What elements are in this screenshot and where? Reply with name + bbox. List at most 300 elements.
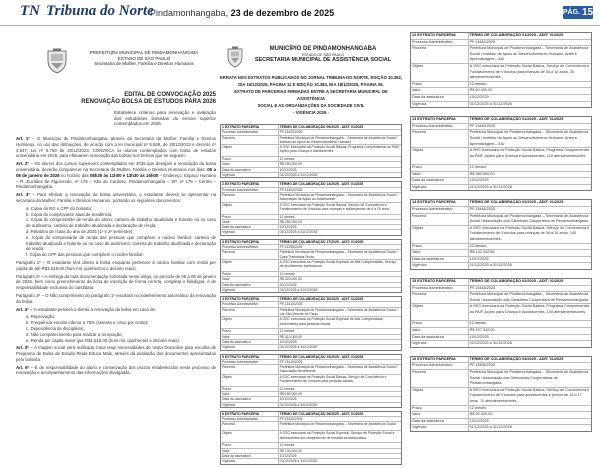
extract-field-value: Prefeitura Municipal de Pindamonhangaba – Secretaria de Assistência Social / Associação Beneficente xyxy=(279,365,398,374)
extract-label: EXTRATO PARCERIA xyxy=(417,117,456,122)
errata-state: ESTADO DE SÃO PAULO xyxy=(301,53,344,57)
extract-field-label: Valor xyxy=(411,172,469,178)
extract-number-value: 6 xyxy=(222,411,224,416)
doc-list-item: a. Cópia do RG e CPF do bolsista; xyxy=(26,205,92,211)
extract-field-value: R$ 250.000,00 xyxy=(279,219,302,224)
extract-field-value: A OSC executará na Proteção Social Básica, Programa Complementar ao PAIF, Ações para Criança e Adolescentes, 120 atendimentos/mês. xyxy=(469,148,590,158)
extract-row xyxy=(221,431,401,443)
extract-field-value: A OSC executará na Proteção Social Especial de Alta Complexidade, Serviço de Acolhimento Institucional xyxy=(279,259,397,269)
extract-field-label: Prazo xyxy=(411,244,469,250)
extract-row xyxy=(411,88,591,95)
extract-field-value: Prefeitura Municipal de Pindamonhangaba – Secretaria de Assistência Social / Associação dos Catadores Cooperativa de Pindamonhangaba xyxy=(469,213,589,224)
article-4: Art. 4º – O estudante perderá o direito à renovação da bolsa em caso de: xyxy=(16,306,157,312)
column-edital xyxy=(16,40,216,445)
extract-field-value: Prefeitura Municipal de Pindamonhangaba – Secretaria de Assistência Social / Instituto de Apoio ao Desenvolvimento Humano xyxy=(279,135,398,144)
extract-field-label: Valor xyxy=(221,335,279,339)
extract-field-value: 10/12/2025 xyxy=(469,418,489,423)
extract-field-value: PF.13402/2025 xyxy=(279,187,303,192)
loss-list-item: c. Dependência de disciplinas; xyxy=(26,325,85,331)
extract-field-label: Data da assinatura xyxy=(221,340,279,344)
extract-row xyxy=(411,406,591,413)
extract-field-label: Data da assinatura xyxy=(221,225,279,229)
extract-field-label: Objeto xyxy=(411,148,469,164)
extract-row xyxy=(221,173,401,177)
extract-row xyxy=(221,345,401,349)
extract-row xyxy=(221,422,401,431)
extract-field-value: PF.13410/2025 xyxy=(279,302,303,307)
extract-number-value: 4 xyxy=(222,297,224,302)
dateline xyxy=(150,8,334,18)
loss-list-item: a. Reprovação; xyxy=(26,314,56,320)
extract-field-value: 01/12/2025 a 31/12/2026 xyxy=(279,230,318,235)
edital-title-block xyxy=(16,92,216,106)
extract-table xyxy=(220,181,402,235)
extract-field-label: Vigência xyxy=(411,263,469,269)
extract-field-value: PF.13420/2025 xyxy=(279,417,303,422)
extract-row xyxy=(411,370,591,388)
extract-field-label: Data da assinatura xyxy=(221,283,279,287)
extract-row xyxy=(411,412,591,419)
extract-term: TERMO DE COLABORAÇÃO 02/2025 - ADIT. 01/2025 xyxy=(469,200,564,205)
extract-field-label: Valor xyxy=(411,328,469,334)
extract-field-label: Objeto xyxy=(221,317,279,328)
extract-row xyxy=(221,260,401,272)
extract-label: EXTRATO PARCERIA xyxy=(417,279,456,283)
extract-table xyxy=(220,411,402,465)
extract-field-label: Data da assinatura xyxy=(221,454,279,458)
extract-row xyxy=(411,124,591,131)
extract-field-label: Prazo xyxy=(411,321,469,327)
extract-field-value: Prefeitura Municipal de Pindamonhangaba – Secretaria de Assistência Social / Instituto de Apoio ao Desenvolvimento Humano, Artes e Aprendizagem – AIU xyxy=(469,130,589,146)
extract-field-label: Vigência xyxy=(221,288,279,292)
extract-field-label: Data da assinatura xyxy=(411,335,469,341)
extract-field-value: A OSC executará na Proteção Social Básica, Serviço de Convivência e Fortalecimento de Vínculos para crianças de 06 a 15 anos, 30 atendimentos/mês. xyxy=(469,63,590,80)
extract-field-value: 01/12/2025 a 31/12/2026 xyxy=(279,287,318,292)
extract-table-header xyxy=(411,117,591,124)
extract-field-label: Prazo xyxy=(221,443,279,447)
extract-field-value: 12 meses xyxy=(279,443,295,448)
extract-field-value: 12 meses xyxy=(279,214,295,219)
extract-field-value: 12 meses xyxy=(469,405,487,410)
extract-field-value: A OSC executará na Proteção Social Básica, Programa Complementar ao PAIF, Ações para Criança e Adolescentes, 100 atendimentos/mês. xyxy=(469,304,590,314)
extract-row xyxy=(411,185,591,191)
extract-field-label: Vigência xyxy=(411,425,469,431)
page-number-badge xyxy=(563,6,593,19)
extract-field-label: Prazo xyxy=(411,406,469,412)
loss-list-item: b. Frequência escolar inferior a 75% (setenta e cinco por cento); xyxy=(26,320,149,326)
extract-number xyxy=(221,182,279,186)
extract-field-value: PF.13423/2025 xyxy=(279,130,303,135)
extract-row xyxy=(411,292,591,304)
extract-row xyxy=(411,304,591,321)
extract-row xyxy=(411,102,591,108)
extract-field-label: Valor xyxy=(221,162,279,166)
edital-subtitle: RENOVAÇÃO BOLSA DE ESTUDOS PARA 2026 xyxy=(81,99,216,105)
extract-field-label: Processo Administrativo xyxy=(221,360,279,364)
extract-field-label: Valor xyxy=(221,392,279,396)
extract-label: EXTRATO PARCERIA xyxy=(224,411,260,416)
errata-municipality: MUNICÍPIO DE PINDAMONHANGABA xyxy=(269,46,377,52)
extract-field-label: Data da assinatura xyxy=(411,95,469,101)
extract-row xyxy=(221,403,401,407)
masthead xyxy=(0,0,600,26)
extract-field-value: 10/12/2025 xyxy=(279,225,297,230)
doc-list-item: f. Cópia do CPF das pessoas que compõem o núcleo familiar. xyxy=(26,252,144,258)
extract-field-label: Processo Administrativo xyxy=(411,363,469,369)
doc-list-item: c. Cópia do comprovante de renda do aluno; carteira de trabalho atualizada e holerite ou no caso de autônomo, carteira de trabalho atualizada e declaração de renda; xyxy=(26,217,216,229)
extract-field-value: R$ 92.000,00 xyxy=(469,412,493,417)
extract-field-value: A OSC executará na Proteção Social Básica, Programa Complementar ao PAIF, Ações para Criança e Adolescentes xyxy=(279,145,400,154)
extract-field-value: 10/12/2025 xyxy=(469,178,489,183)
extract-field-value: Prefeitura Municipal de Pindamonhangaba – Secretaria de Assistência Social / Lar São Vicente de Paulo xyxy=(279,307,398,317)
extract-field-value: Prefeitura Municipal de Pindamonhangaba – Secretaria de Assistência Social / Associação das Selecionas Cooperativas de Pindamonhangaba xyxy=(469,369,589,386)
extract-row xyxy=(221,230,401,234)
extract-field-label: Processo Administrativo xyxy=(221,302,279,306)
extract-field-value: R$ 60.000,00 xyxy=(469,88,493,93)
extract-field-value: A OSC executará na Proteção Social Básica, Serviço de Convivência e Fortalecimento de Vínculos para adolescentes e jovens de 15 a 17 anos, 70 atendimentos/mês. xyxy=(469,387,590,403)
extract-field-label: Objeto xyxy=(221,145,279,156)
edital-header-line: Secretaria de Mulher, Família e Direitos Humanos xyxy=(94,61,194,67)
extract-term: TERMO DE COLABORAÇÃO 03/2025 - ADIT. 01/2025 xyxy=(469,356,564,361)
extract-row xyxy=(221,459,401,463)
municipal-coat-of-arms-icon xyxy=(45,48,69,74)
extract-row xyxy=(221,203,401,215)
extract-field-value: R$ 320.000,00 xyxy=(279,277,302,282)
extract-row xyxy=(411,363,591,370)
extract-field-label: Processo Administrativo xyxy=(221,417,279,421)
extract-field-label: Parceria xyxy=(411,292,469,303)
extract-field-value: 12 meses xyxy=(279,271,295,276)
extract-row xyxy=(411,226,591,244)
extract-term: TERMO DE COLABORAÇÃO 02/2025 - ADIT. 01/2025 xyxy=(469,279,564,283)
extract-row xyxy=(411,46,591,64)
extract-number xyxy=(411,279,469,285)
extract-table-header xyxy=(411,200,591,207)
extract-field-label: Data da assinatura xyxy=(221,397,279,401)
extract-row xyxy=(411,165,591,172)
extract-field-label: Valor xyxy=(411,88,469,94)
extract-field-value: 01/12/2025 a 31/12/2026 xyxy=(279,402,318,407)
extract-term: TERMO DE COLABORAÇÃO 20/2025 - ADIT. 01/2025 xyxy=(279,297,364,302)
extract-field-label: Data da assinatura xyxy=(221,168,279,172)
edital-intro: Estabelece critérios para renovação e avaliação dos estudantes bolsistas do ensino superior contemplados em 2025. xyxy=(114,110,216,127)
extract-row xyxy=(411,244,591,251)
extract-row xyxy=(221,317,401,329)
extract-field-label: Vigência xyxy=(411,185,469,191)
extract-field-label: Prazo xyxy=(221,387,279,391)
extract-field-value: 01/12/2025 a 31/12/2026 xyxy=(469,341,512,346)
extract-number xyxy=(411,357,469,363)
extract-number-value: 5 xyxy=(222,354,224,359)
article-3: Art. 3º – Para efetivar a renovação da bolsa universitária, o estudante deverá se apresentar na secretaria da Mulher, Família e Direitos Humanos, portando os seguintes documentos: xyxy=(16,192,216,203)
extract-field-label: Valor xyxy=(221,449,279,453)
extract-row xyxy=(221,308,401,318)
extract-field-value: 12 meses xyxy=(469,243,487,248)
column-extracts xyxy=(410,32,592,445)
extract-field-value: 10/12/2025 xyxy=(279,167,297,172)
extract-field-label: Objeto xyxy=(221,375,279,386)
extract-row xyxy=(411,95,591,102)
extract-field-value: A OSC executará na Proteção Social Básica, Serviço de Convivência e Fortalecimento de Vínculos para crianças de 06 a 15 anos, 100 atendimentos/mês. xyxy=(469,225,590,242)
extract-row xyxy=(411,250,591,257)
extract-field-label: Processo Administrativo xyxy=(411,286,469,292)
article-6: Art. 6º – É de responsabilidade do aluno e conservação dos prazos estabelecidos neste processo de renovação e acompanhamento das informações divulgadas. xyxy=(16,364,216,376)
extract-field-value: R$ 180.000,00 xyxy=(279,162,302,167)
extract-field-value: 10/12/2025 xyxy=(469,256,489,261)
extract-number-value: 2 xyxy=(222,182,224,187)
extract-field-value: 10/12/2025 xyxy=(469,94,489,99)
extract-field-label: Prazo xyxy=(221,329,279,333)
edital-header-line: ESTADO DE SÃO PAULO xyxy=(117,55,171,61)
extract-field-label: Parceria xyxy=(411,214,469,225)
article-2: Art. 2º – Os alunos dos cursos superiores contemplados em 2025 que desejam a renovação da bolsa universitária, deverão comparecer na Secretaria da Mulher, Família e Direitos Humanos nos dias: 05 a 08 de janeiro de 2026 no horário das 08h30 às 11h00 e 13h30 às 16h00 – Endereço: Espaço Humano – R. Euclides de Figueiredo, nº 175 – Alto do Cardoso, Pindamonhangaba – SP, nº 178 – Centro – Pindamonhangaba. xyxy=(16,161,216,190)
extract-table-header xyxy=(411,357,591,364)
extract-table xyxy=(410,199,592,270)
paragraph-3: Parágrafo 3º – O Não cumprimento do parágrafo 1º resultará no indeferimento automático da renovação da bolsa. xyxy=(16,292,216,304)
extract-field-value: 10/12/2025 xyxy=(279,454,297,459)
edital-body xyxy=(16,136,216,378)
extract-field-value: 01/12/2025 a 31/12/2026 xyxy=(279,173,318,178)
extract-field-value: 01/12/2025 a 31/12/2026 xyxy=(279,459,318,464)
extract-field-value: R$ 142.342,96 xyxy=(469,250,495,255)
extract-field-value: A OSC executará na Proteção Social Básica, Serviço de Convivência e Fortalecimento de Vínculos para crianças e adolescentes de 6 a 15 anos xyxy=(279,202,390,211)
extract-table xyxy=(410,278,592,348)
extract-row xyxy=(411,172,591,179)
extract-number-value: 12 xyxy=(412,33,417,37)
doc-list-item: d. Relatório de notas do ano de 2025 (1º e 2º semestre); xyxy=(26,228,134,234)
extract-field-label: Objeto xyxy=(221,431,279,442)
extract-row xyxy=(411,207,591,214)
extract-term: TERMO DE COLABORAÇÃO 23/2025 - ADIT. 01/2025 xyxy=(279,354,364,359)
extract-term: TERMO DE COLABORAÇÃO 01/2025 - ADIT. 01/2025 xyxy=(469,117,564,122)
extract-row xyxy=(411,40,591,47)
extract-row xyxy=(411,328,591,335)
extract-table xyxy=(410,356,592,432)
extract-field-value: R$ 410.000,00 xyxy=(279,334,302,339)
errata-intro: ERRATA NOS EXTRATOS PUBLICADOS NO JORNAL TRIBUNA DO NORTE, EDIÇÃO 10.382, DIA 16/12/2025, PÁGINA 11 E EDIÇÃO 10.384, DIA 18/12/2025, PÁGINA 06. EXTRATO DE PARCERIAS FIRMADAS ENTRE A SECRETARIA MUNICIPAL DE ASSISTÊNCIA SOCIAL E AS ORGANIZAÇÕES DA SOCIEDADE CIVIL - VIGÊNCIA 2026 - xyxy=(220,75,402,115)
extract-field-value: R$ 130.000,00 xyxy=(279,448,302,453)
article-1: Art. 1º – O Município de Pindamonhangaba, através da Secretaria da Mulher, Família e Direitos Humanos, no uso das atribuições, de acordo com a lei municipal nº 5.569, de 28/12/2013 e decreto nº 4.947, Lei nº 6.760 de 20/12/2023, CONVOCA os alunos contemplados com bolsa de estudos universitária em 2025, para efetuarem renovação das bolsas nos termos que se seguem: xyxy=(16,136,216,159)
extract-row xyxy=(411,425,591,431)
extract-table-header xyxy=(411,33,591,40)
extract-field-label: Objeto xyxy=(411,64,469,81)
extract-field-label: Vigência xyxy=(221,230,279,234)
extract-field-value: 12 meses xyxy=(279,157,295,162)
extract-field-label: Processo Administrativo xyxy=(221,245,279,249)
extract-field-label: Data da assinatura xyxy=(411,178,469,184)
extract-field-value: 10/12/2025 xyxy=(279,282,297,287)
page-label: PÁG. xyxy=(562,9,580,16)
extract-field-label: Prazo xyxy=(411,165,469,171)
extract-field-value: 01/12/2025 a 31/12/2026 xyxy=(469,425,512,430)
paragraph-2: Parágrafo 2º – A entrega da toda documentação solicitada neste artigo, no período de 05 a 08 de janeiro de 2026, bem como preenchimento da ficha de inscrição de forma correta, completa e fidedigna, é de responsabilidade exclusiva do candidato. xyxy=(16,273,216,291)
newspaper-name: Tribuna do Norte xyxy=(46,3,154,19)
extract-field-label: Parceria xyxy=(411,370,469,387)
extract-field-value: 12 meses xyxy=(469,81,487,86)
extract-field-label: Prazo xyxy=(221,215,279,219)
extract-field-value: A OSC executará na Proteção Social Básica, Serviço de Convivência e Fortalecimento de Vínculos para pessoas idosas xyxy=(279,374,387,383)
extract-number xyxy=(221,297,279,301)
extract-number-value: 15 xyxy=(412,279,417,283)
extract-label: EXTRATO PARCERIA xyxy=(224,182,260,187)
extract-field-value: PF.13466/2025 xyxy=(469,363,496,368)
extract-row xyxy=(411,257,591,264)
extract-field-label: Valor xyxy=(221,220,279,224)
extract-number xyxy=(221,240,279,244)
extract-field-label: Valor xyxy=(221,277,279,281)
extract-field-label: Data da assinatura xyxy=(411,419,469,425)
extract-field-value: 10/12/2025 xyxy=(469,334,489,339)
article-5: Art. 5º – A triagem social será realizada Casa Hapi Necessidades de Visita Domiciliar para escolha de Programa de Bolsa de Estudo Pinda Educa Mais, através da avaliação dos documentos apresentados pelo bolsista. xyxy=(16,345,216,362)
extract-field-label: Prazo xyxy=(411,82,469,88)
extract-field-value: PF.13415/2025 xyxy=(279,359,303,364)
extract-field-label: Processo Administrativo xyxy=(411,207,469,213)
extract-field-label: Vigência xyxy=(411,102,469,108)
extract-field-value: Prefeitura Municipal de Pindamonhangaba – Secretaria de Assistência Social / Instituto de Apoio ao Desenvolvimento Humano, Artes e Aprendizagem – AIU xyxy=(469,46,589,62)
extract-row xyxy=(411,82,591,89)
tn-logo-icon: TN xyxy=(20,3,40,19)
extract-field-value: PF.13448/2025 xyxy=(469,285,496,290)
paragraph-1: Parágrafo 1º – O estudante terá direito à bolsa enquanto pertencer à núcleo familiar com renda per capita de até R$1.518,00 (hum mil, quinhentos e dezoito reais). xyxy=(16,259,216,271)
errata-header xyxy=(244,46,402,64)
extract-row xyxy=(411,321,591,328)
extract-field-label: Processo Administrativo xyxy=(411,40,469,46)
loss-list-item: d. Não comparecimento para realizar a renovação; xyxy=(26,331,123,337)
extract-field-value: 01/12/2025 a 31/12/2026 xyxy=(469,184,512,189)
extract-field-label: Parceria xyxy=(221,193,279,202)
extract-field-label: Processo Administrativo xyxy=(411,124,469,130)
extract-field-label: Parceria xyxy=(221,308,279,317)
extract-field-value: Prefeitura Municipal de Pindamonhangaba – Secretaria de Assistência Social / Associação de Apoio ao Adolescente xyxy=(279,192,398,202)
extract-field-value: 12 meses xyxy=(279,329,295,334)
edital-header-line: PREFEITURA MUNICIPAL DE PINDAMONHANGABA xyxy=(89,50,199,55)
extract-field-label: Objeto xyxy=(411,226,469,243)
errata-extract-list xyxy=(220,124,402,468)
doc-list-item: b. Cópia do comprovante atual de residência; xyxy=(26,211,113,217)
extract-field-value: 01/12/2025 a 31/12/2026 xyxy=(469,101,512,106)
extract-field-label: Vigência xyxy=(411,341,469,347)
extract-number-value: 14 xyxy=(412,200,417,205)
extract-term: TERMO DE COLABORAÇÃO 09/2025 - ADIT. 01/2025 xyxy=(279,125,364,129)
extract-field-label: Objeto xyxy=(411,304,469,320)
doc-list-item: e. Cópia do comprovante de renda das pessoas que compõem o núcleo familiar: carteira de trabalho atualizada e holerite ou no caso de autônomo, carteira de trabalho atualizada e declaração de renda; xyxy=(26,234,216,252)
extract-row xyxy=(221,365,401,375)
extract-label: EXTRATO PARCERIA xyxy=(417,200,456,205)
extract-row xyxy=(221,136,401,146)
extract-field-label: Parceria xyxy=(411,130,469,147)
extract-table xyxy=(220,354,402,408)
extract-row xyxy=(411,335,591,342)
extract-field-value: 01/12/2025 a 31/12/2026 xyxy=(279,345,318,350)
page-number: 15 xyxy=(582,7,594,18)
extract-field-label: Vigência xyxy=(221,459,279,463)
edital-header xyxy=(72,50,216,67)
extract-field-value: PF.13445/2025 xyxy=(469,39,496,44)
extract-row xyxy=(221,250,401,260)
extract-field-value: R$ 150.000,00 xyxy=(279,391,302,396)
extract-label: EXTRATO PARCERIA xyxy=(224,354,260,359)
extract-number xyxy=(411,117,469,123)
extract-row xyxy=(411,286,591,293)
extract-field-value: Prefeitura Municipal de Pindamonhangaba – Secretaria de Assistência Social xyxy=(279,422,396,427)
extract-label: EXTRATO PARCERIA xyxy=(224,239,260,244)
column-errata xyxy=(220,44,402,464)
extract-field-value: 12 meses xyxy=(469,321,487,326)
extract-field-value: PF.13445/2025 xyxy=(469,123,496,128)
extract-field-label: Objeto xyxy=(221,260,279,271)
extract-field-value: R$ 107.342,00 xyxy=(469,327,495,332)
extract-field-label: Objeto xyxy=(411,388,469,405)
extract-number xyxy=(221,125,279,129)
extract-field-value: A OSC executará na Proteção Social Especial de Alta Complexidade, Acolhimento para pessoas idosas xyxy=(279,317,384,326)
extract-field-label: Parceria xyxy=(221,365,279,374)
extract-field-label: Vigência xyxy=(221,403,279,407)
dateline-location: Pindamonhangaba, xyxy=(150,8,231,18)
extract-number xyxy=(221,412,279,416)
dateline-date: 23 de dezembro de 2025 xyxy=(230,8,335,18)
extract-row xyxy=(411,130,591,148)
extract-field-label: Processo Administrativo xyxy=(221,130,279,134)
extract-label: EXTRATO PARCERIA xyxy=(224,297,260,302)
extract-table xyxy=(220,296,402,350)
extract-field-label: Vigência xyxy=(221,345,279,349)
extract-field-value: PF.13398/2025 xyxy=(279,245,303,250)
extract-number-value: 16 xyxy=(412,356,417,361)
municipal-coat-of-arms-icon xyxy=(226,46,244,68)
extract-row xyxy=(411,214,591,226)
extract-field-value: R$ 360.000,00 xyxy=(469,171,495,176)
extract-field-label: Processo Administrativo xyxy=(221,188,279,192)
extract-row xyxy=(411,64,591,82)
extract-field-value: 12 meses xyxy=(469,165,487,170)
extract-field-label: Parceria xyxy=(411,46,469,63)
extract-label: EXTRATO PARCERIA xyxy=(417,33,456,37)
extract-number-value: 13 xyxy=(412,117,417,122)
extract-row xyxy=(221,375,401,387)
extract-row xyxy=(221,288,401,292)
extract-field-value: Prefeitura Municipal de Pindamonhangaba – Secretaria de Assistência Social / Casa Transitória Pinda xyxy=(279,250,398,259)
extract-term: TERMO DE COLABORAÇÃO 01/2025 - ADIT. 01/2025 xyxy=(469,33,564,37)
edital-title: EDITAL DE CONVOCAÇÃO 2025 xyxy=(124,92,216,98)
errata-secretariat: SECRETARIA MUNICIPAL DE ASSISTÊNCIA SOCIAL xyxy=(254,57,392,64)
extract-number xyxy=(411,200,469,206)
extract-field-label: Parceria xyxy=(221,422,279,430)
extract-table-header xyxy=(411,279,591,286)
extract-field-label: Valor xyxy=(411,412,469,418)
extract-term: TERMO DE COLABORAÇÃO 17/2025 - ADIT. 01/2025 xyxy=(279,239,364,244)
extract-row xyxy=(411,388,591,406)
extract-table xyxy=(410,32,592,108)
extract-row xyxy=(411,178,591,185)
extract-row xyxy=(411,148,591,165)
extract-row xyxy=(411,419,591,426)
extract-field-value: 01/12/2025 a 31/12/2026 xyxy=(469,263,512,268)
extract-field-value: 10/12/2025 xyxy=(279,397,297,402)
extract-field-label: Vigência xyxy=(221,173,279,177)
newspaper-logo xyxy=(20,3,154,20)
extract-field-label: Valor xyxy=(411,250,469,256)
extract-number-value: 1 xyxy=(222,125,224,129)
extract-label: EXTRATO PARCERIA xyxy=(417,356,456,361)
extract-row xyxy=(411,263,591,269)
extract-field-value: A OSC executará na Proteção Social Especial, Serviço de Proteção Social a adolescentes em cumprimento de medida socioeducativa xyxy=(279,431,395,440)
extract-number xyxy=(411,33,469,39)
extract-field-value: 10/12/2025 xyxy=(279,339,297,344)
loss-list-item: e. Renda per capita maior que R$1.518,00 (hum mil, quinhentos e dezoito reais). xyxy=(26,337,181,343)
extract-table xyxy=(410,116,592,191)
extract-field-value: Prefeitura Municipal de Pindamonhangaba – Secretaria de Assistência Social / Associação dos Catadores Cooperativa de Pindamonhangaba xyxy=(469,292,589,302)
extract-term: TERMO DE COLABORAÇÃO 26/2025 - ADIT. 01/2025 xyxy=(279,411,364,416)
